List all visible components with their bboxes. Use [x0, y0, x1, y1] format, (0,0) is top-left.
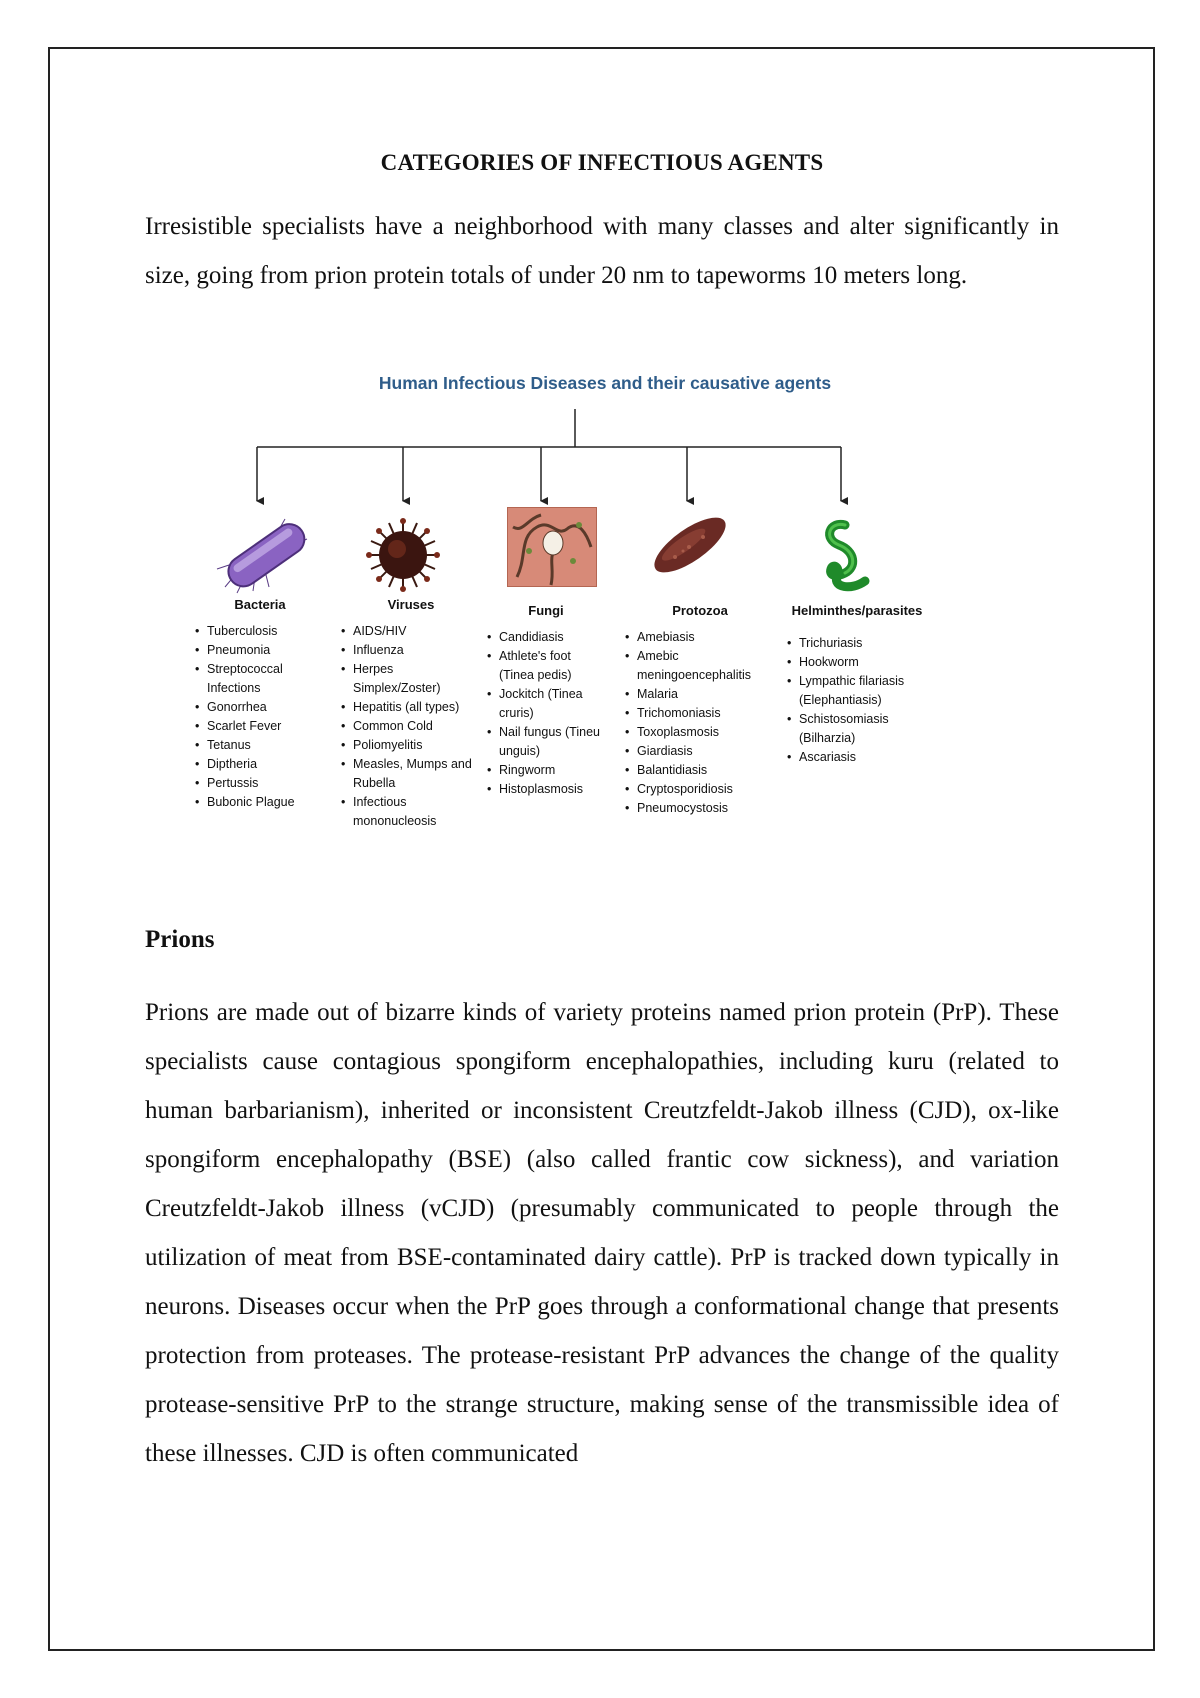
column-fungi: [487, 603, 605, 799]
disease-list: [341, 622, 481, 831]
list-item: • Tuberculosis: [195, 622, 325, 641]
list-item: • Amebic meningoencephalitis: [625, 647, 775, 685]
list-item: • Gonorrhea: [195, 698, 325, 717]
list-item: • Trichuriasis: [787, 634, 927, 653]
list-item: • Histoplasmosis: [487, 780, 605, 799]
disease-list: [487, 628, 605, 799]
list-item: • Tetanus: [195, 736, 325, 755]
list-item: • Herpes Simplex/Zoster): [341, 660, 481, 698]
list-item: • Schistosomiasis (Bilharzia): [787, 710, 927, 748]
list-item: • Diptheria: [195, 755, 325, 774]
list-item: • Toxoplasmosis: [625, 723, 775, 742]
section-heading: Prions: [145, 926, 215, 953]
diagram-title: Human Infectious Diseases and their causative agents: [378, 373, 832, 393]
list-item: • Measles, Mumps and Rubella: [341, 755, 481, 793]
list-item: • Common Cold: [341, 717, 481, 736]
column-title: Fungi: [528, 603, 564, 618]
list-item: • Hepatitis (all types): [341, 698, 481, 717]
column-title: Protozoa: [672, 603, 728, 618]
list-item: • Pneumonia: [195, 641, 325, 660]
list-item: • Infectious mononucleosis: [341, 793, 481, 831]
list-item: • Amebiasis: [625, 628, 775, 647]
list-item: • Pneumocystosis: [625, 799, 775, 818]
disease-list: [625, 628, 775, 818]
infectious-agents-diagram: [195, 365, 1015, 895]
column-title: Helminthes/parasites: [791, 603, 923, 618]
list-item: • Ascariasis: [787, 748, 927, 767]
list-item: • Bubonic Plague: [195, 793, 325, 812]
list-item: • Jockitch (Tinea cruris): [487, 685, 605, 723]
column-protozoa: [625, 603, 775, 818]
column-viruses: [341, 597, 481, 831]
list-item: • Scarlet Fever: [195, 717, 325, 736]
bacterium-icon: [215, 515, 315, 595]
worm-icon: [811, 511, 881, 595]
list-item: • Cryptosporidiosis: [625, 780, 775, 799]
list-item: • Trichomoniasis: [625, 704, 775, 723]
list-item: • Balantidiasis: [625, 761, 775, 780]
column-helminthes: [787, 603, 927, 767]
list-item: • Malaria: [625, 685, 775, 704]
list-item: • Pertussis: [195, 774, 325, 793]
fungus-icon: [507, 507, 597, 587]
column-title: Bacteria: [234, 597, 286, 612]
list-item: • Influenza: [341, 641, 481, 660]
list-item: • Giardiasis: [625, 742, 775, 761]
disease-list: [787, 634, 927, 767]
list-item: • Streptococcal Infections: [195, 660, 325, 698]
page-title: CATEGORIES OF INFECTIOUS AGENTS: [380, 150, 824, 175]
intro-paragraph: Irresistible specialists have a neighborhood with many classes and alter significantly in size, going from prion protein totals of under 20 nm to tapeworms 10 meters long.: [145, 213, 1059, 289]
list-item: • Poliomyelitis: [341, 736, 481, 755]
list-item: • Lympathic filariasis (Elephantiasis): [787, 672, 927, 710]
prions-paragraph: Prions are made out of bizarre kinds of variety proteins named prion protein (PrP). These specialists cause contagious spongiform encephalopathies, including kuru (related to human barbarianism), inherited or inconsistent Creutzfeldt-Jakob illness (CJD), ox-like spongiform encephalopathy (BSE) (also called frantic cow sickness), and variation Creutzfeldt-Jakob illness (vCJD) (presumably communicated to people through the utilization of meat from BSE-contaminated dairy cattle). PrP is tracked down typically in neurons. Diseases occur when the PrP goes through a conformational change that presents protection from proteases. The protease-resistant PrP advances the change of the quality protease-sensitive PrP to the strange structure, making sense of the transmissible idea of these illnesses. CJD is often communicated: [145, 999, 1059, 1467]
list-item: • Candidiasis: [487, 628, 605, 647]
list-item: • Ringworm: [487, 761, 605, 780]
list-item: • Hookworm: [787, 653, 927, 672]
list-item: • AIDS/HIV: [341, 622, 481, 641]
column-title: Viruses: [387, 597, 435, 612]
list-item: • Nail fungus (Tineu unguis): [487, 723, 605, 761]
disease-list: [195, 622, 325, 812]
virus-icon: [363, 515, 443, 595]
protozoan-icon: [645, 505, 735, 585]
list-item: • Athlete's foot (Tinea pedis): [487, 647, 605, 685]
column-bacteria: [195, 597, 325, 812]
